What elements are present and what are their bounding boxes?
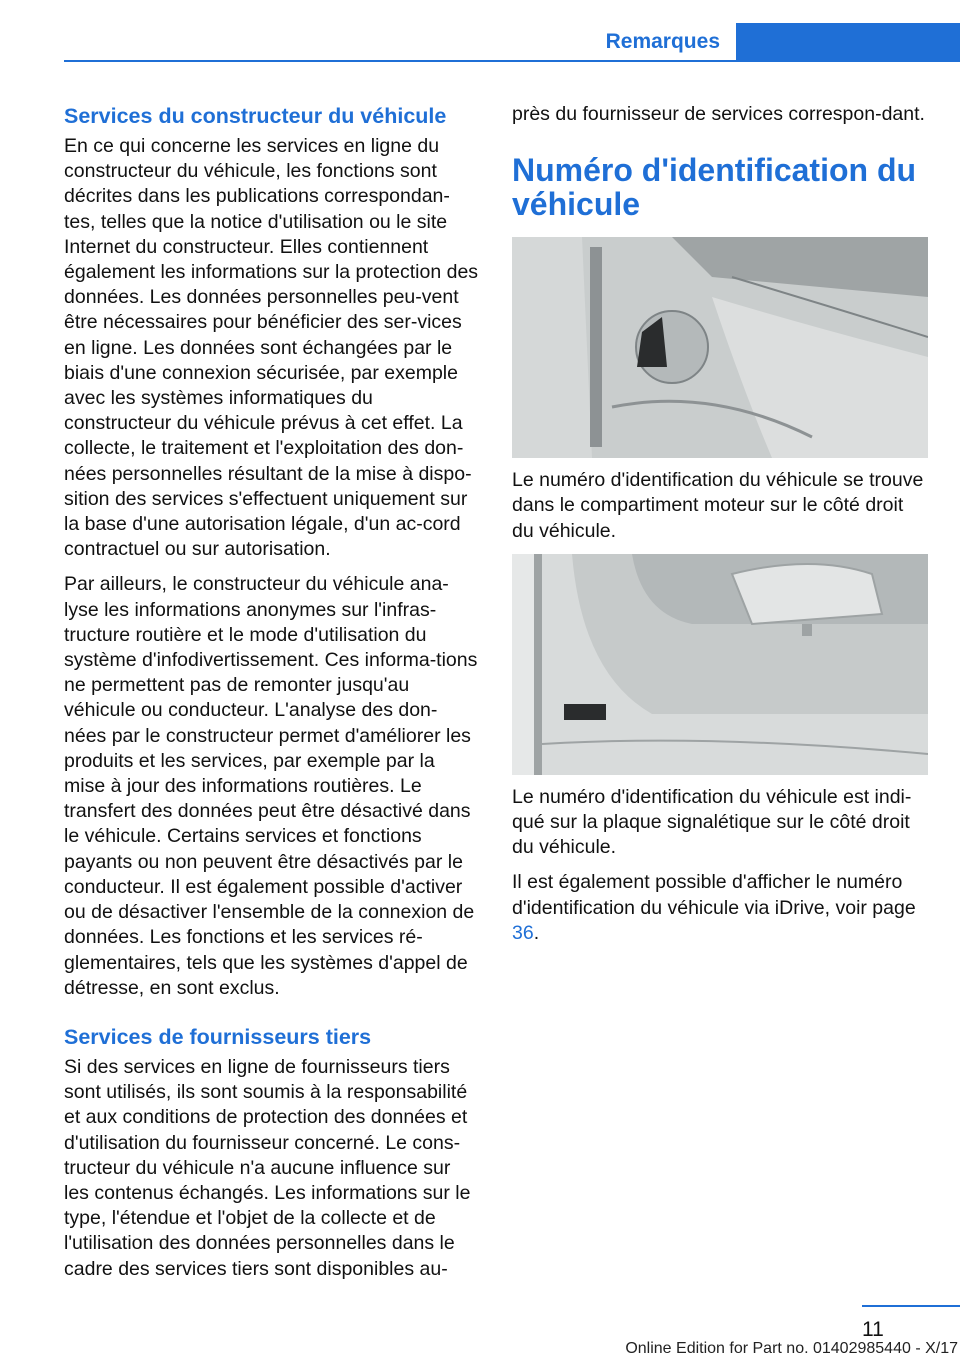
section-heading-tiers: Services de fournisseurs tiers <box>64 1024 372 1049</box>
chapter-heading-vin: Numéro d'identification du véhicule <box>512 152 917 223</box>
paragraph-tiers-1: Si des services en ligne de fournisseurs tiers sont utilisés, ils sont soumis à la responsabilité et aux conditions de protection des données et d'utilisation du fournisseur concerné. Le cons-tructeur du véhicule n'a aucune influence sur les contenus échangés. Les informations sur le type, l'étendue et l'objet de la collecte et de l'utilisation des données personnelles dans le cadre des services tiers sont disponibles au- <box>64 1055 471 1280</box>
door-sill-plate-image <box>512 554 928 775</box>
page-header-title: Remarques <box>605 30 720 53</box>
caption-sill-plate: Le numéro d'identification du véhicule est indi-qué sur la plaque signalétique sur le côté droit du véhicule. <box>512 785 912 859</box>
right-column <box>512 102 927 956</box>
footer-rule <box>862 1305 960 1307</box>
paragraph-idrive <box>512 870 927 946</box>
idrive-text-end: . <box>533 921 540 944</box>
paragraph-constructeur-2: Par ailleurs, le constructeur du véhicule ana-lyse les informations anonymes sur l'infras-tructure routière et le mode d'utilisation du système d'infodivertissement. Ces informa-tions ne permettent pas de remonter jusqu'au véhicule ou conducteur. L'analyse des don-nées par le constructeur permet d'améliorer les produits et les services, par exemple par la mise à jour des informations routières. Le transfert des données peut être désactivé dans le véhicule. Certains services et fonctions payants ou non peuvent être désactivés par le conducteur. Il est également possible d'activer ou de désactiver l'ensemble de la connexion de données. Les fonctions et les services ré-glementaires, tels que les systèmes d'appel de détresse, en sont exclus. <box>64 573 478 999</box>
footer-edition: Online Edition for Part no. 01402985440 - X/17 <box>625 1340 958 1357</box>
caption-engine-compartment: Le numéro d'identification du véhicule se trouve dans le compartiment moteur sur le côté droit du véhicule. <box>512 469 924 542</box>
paragraph-continuation: près du fournisseur de services correspon-dant. <box>512 103 925 125</box>
paragraph-constructeur-1: En ce qui concerne les services en ligne du constructeur du véhicule, les fonctions sont décrites dans les publications correspondan-tes, telles que la notice d'utilisation ou le site Internet du constructeur. Elles contiennent également les informations sur la protection des données. Les données personnelles peu-vent être nécessaires pour bénéficier des ser-vices en ligne. Les données sont échangées par le biais d'une connexion sécurisée, par exemple avec les systèmes informatiques du constructeur du véhicule prévus à cet effet. La collecte, le traitement et l'exploitation des don-nées personnelles résultant de la mise à dispo-sition des services s'effectuent uniquement sur la base d'une autorisation légale, d'un ac-cord contractuel ou sur autorisation. <box>64 135 479 561</box>
header-tab <box>736 23 960 62</box>
idrive-text: Il est également possible d'afficher le numéro d'identification du véhicule via iDrive, voir page <box>512 871 916 919</box>
page-link-36[interactable]: 36 <box>512 921 534 944</box>
engine-compartment-image <box>512 237 928 458</box>
left-column <box>64 102 479 1292</box>
header-rule <box>64 60 736 62</box>
section-heading-constructeur: Services du constructeur du véhicule <box>64 104 447 128</box>
page-number: 11 <box>862 1318 884 1341</box>
